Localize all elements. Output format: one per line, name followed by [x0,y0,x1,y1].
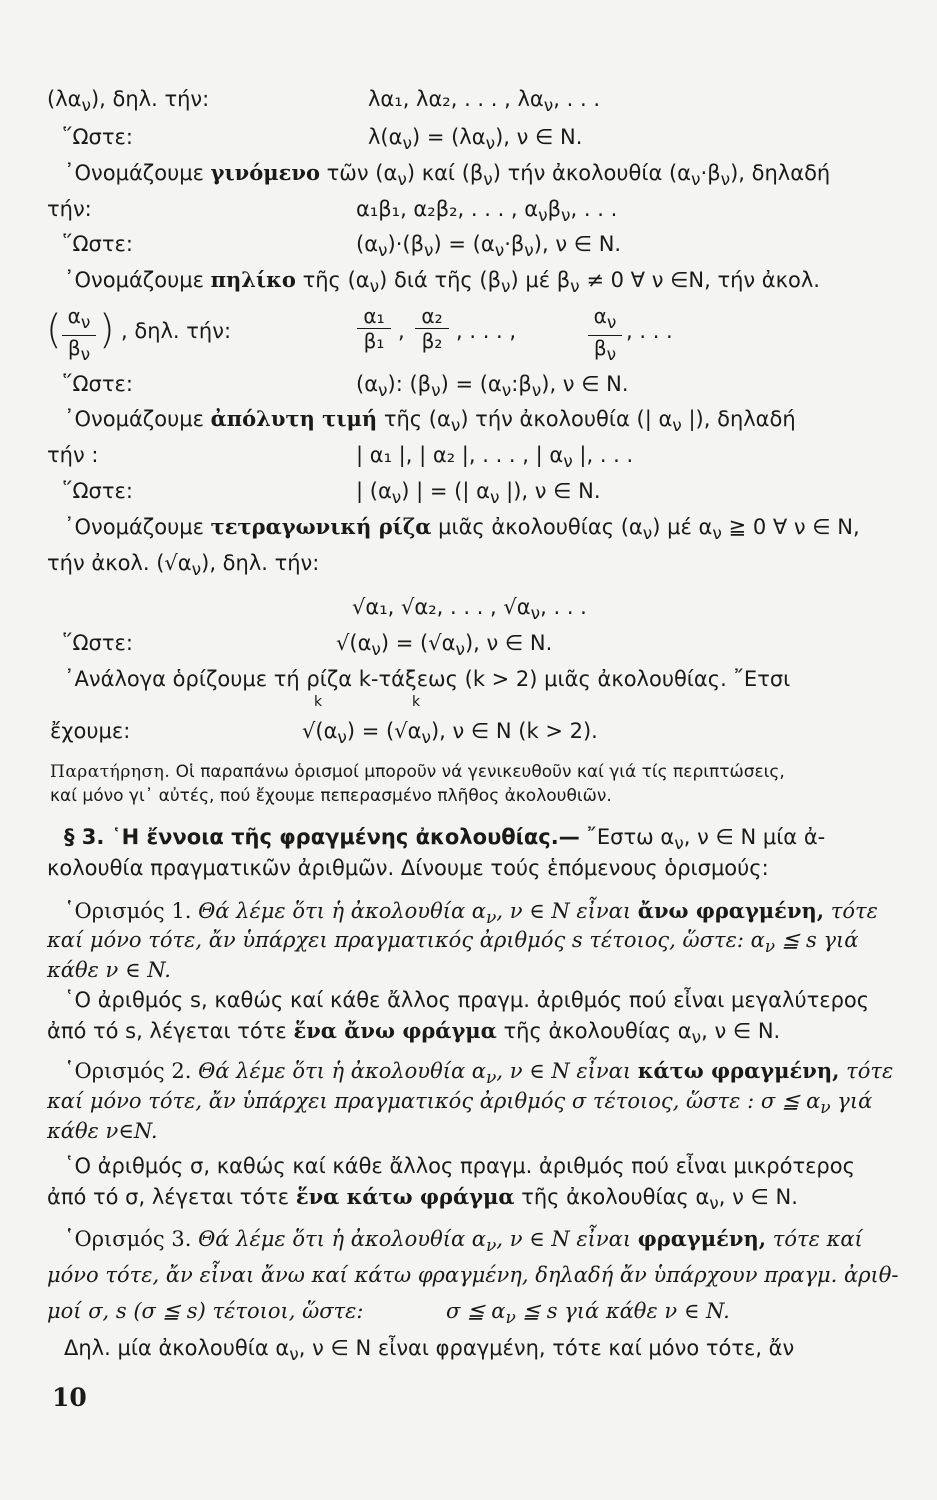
text: , ν ∈ N εἶναι φραγμένη, τότε καί μόνο τότε, ἄν [298,1336,795,1360]
denominator [62,336,96,367]
analogous-definition-line: ᾿Ανάλογα ὁρίζουμε τή ρίζα k-τάξεως (k > 2) μιᾶς ἀκολουθίας. ῎Ετσι [64,667,791,691]
text: ), ν ∈ N (k > 2). [430,719,598,743]
text: (λα [47,87,82,111]
paragraph-lower-bound [47,1184,798,1217]
text: Δηλ. μία ἀκολουθία α [64,1336,290,1360]
subscript: ν [494,241,505,262]
definition-quotient-line [64,267,820,300]
subscript: ν [421,728,431,749]
definition-2-line [64,1058,893,1091]
subscript: ν [505,1308,516,1329]
formula [356,478,601,511]
subscript: ν [191,560,202,581]
text: , ν ∈ N. [701,1019,781,1043]
text: , ν ∈ N εἶναι [496,1059,632,1083]
text: , . . . [553,87,600,111]
section-intro: κολουθία πραγματικῶν ἀριθμῶν. Δίνουμε τούς ἑπόμενους ὁρισμούς: [47,856,769,880]
definition-absolute-value-line [64,406,796,439]
subscript: ν [531,381,542,402]
text: ), ν ∈ N. [541,372,629,396]
numerator [62,304,96,335]
text: ἀπό τό s, λέγεται τότε [47,1019,287,1043]
text: ), ν ∈ N. [495,125,583,149]
subscript: ν [538,206,548,227]
formula [302,718,598,751]
text: β [67,336,81,360]
subscript: ν [424,241,434,262]
term-bold: γινόμενο [210,160,320,185]
paragraph-lower-bound: ῾Ο ἀριθμός σ, καθώς καί κάθε ἄλλος πραγμ. ἀριθμός πού εἶναι μικρότερος [64,1154,855,1178]
subscript: ν [674,834,684,855]
term-bold: ἕνα ἄνω φράγμα [293,1018,497,1043]
formula [336,630,552,663]
text: τῆς ἀκολουθίας α [521,1185,710,1209]
text: , ν ∈ N εἶναι [496,899,632,923]
text: |), ν ∈ N. [499,479,601,503]
hoste-label: ῞Ωστε: [62,372,133,396]
term-bold: τετραγωνική ρίζα [210,514,432,539]
sequence-terms [368,86,600,119]
text: ), δηλ. τήν: [201,551,320,575]
formula [356,231,621,264]
text: ) = (α [440,372,502,396]
text: , . . . , [456,319,517,343]
text: Θά λέμε ὅτι ἡ ἀκολουθία α [198,899,486,923]
definition-2-line: κάθε ν∈N. [47,1119,158,1143]
sequence-terms [352,594,587,627]
text: ) μέ β [510,268,571,292]
page-number: 10 [52,1383,87,1412]
subscript: ν [483,170,493,191]
definition-label: ῾Ορισμός 2. [64,1059,192,1083]
subscript: ν [543,96,554,117]
definition-2-line [47,1088,872,1121]
definition-label: ῾Ορισμός 3. [64,1227,192,1251]
subscript: ν [80,345,91,365]
text: λα₁, λα₂, . . . , λα [368,87,544,111]
tin-label: τήν : [47,443,99,467]
sequence-terms [356,196,617,229]
text: ᾿Ονομάζουμε [64,515,204,539]
text: τήν ἀκολ. (√α [47,551,192,575]
subscript: ν [289,1345,299,1366]
term-bold: φραγμένη, [637,1226,767,1251]
subscript: ν [378,241,388,262]
text: ἀπό τό σ, λέγεται τότε [47,1185,290,1209]
text: | (α [356,479,392,503]
text: τότε [830,899,878,923]
subscript: ν [371,640,381,661]
paragraph-bounded [64,1335,794,1368]
definition-3-line: μόνο τότε, ἄν εἶναι ἄνω καί κάτω φραγμένη, δηλαδή ἄν ὑπάρχουν πραγμ. ἀριθ- [47,1263,899,1287]
subscript: ν [378,381,388,402]
subscript: ν [712,524,722,545]
subscript: ν [606,345,617,365]
text: ) = (α [433,232,495,256]
remark-line [50,759,785,785]
subscript: ν [486,908,497,929]
text: )·(β [387,232,425,256]
fraction-an-bn [588,304,622,367]
text: καί μόνο τότε, ἄν ὑπάρχει πραγματικός ἀριθμός σ τέτοιος, ὥστε : σ ≦ α [47,1089,821,1113]
text: , [398,319,405,343]
text: (α [356,232,379,256]
text: , . . . [540,595,587,619]
section-title: ῾Η ἔννοια τῆς φραγμένης ἀκολουθίας.— [111,825,580,849]
subscript: ν [606,313,617,333]
section-heading [64,824,825,857]
text: Θά λέμε ὅτι ἡ ἀκολουθία α [198,1059,486,1083]
text: τῶν (α [326,161,398,185]
subscript: ν [81,96,91,117]
text: μοί σ, s (σ ≦ s) τέτοιοι, ὥστε: [47,1299,364,1323]
subscript: ν [402,134,412,155]
text: γιά [830,1089,873,1113]
subscript: ν [672,416,682,437]
denominator: β₁ [363,329,385,353]
subscript: ν [570,277,580,298]
text: ), ν ∈ N. [533,232,622,256]
numerator: α₁ [363,304,385,328]
text: √(α [302,719,338,743]
text: τῆς (α [383,407,451,431]
formula [356,371,629,404]
text: ·β [700,161,721,185]
text: |, . . . [572,443,634,467]
text: √(α [336,631,372,655]
definition-3-inequality [446,1298,730,1331]
numerator: α₂ [421,304,443,328]
subscript: ν [397,170,407,191]
remark-label: Παρατήρηση. [50,762,171,782]
text: ᾿Ονομάζουμε [64,268,204,292]
text: ) μέ α [652,515,713,539]
text: τότε καί [772,1227,863,1251]
denominator [588,336,622,367]
subscript: ν [489,488,500,509]
definition-product-line [64,160,830,193]
text: ) διά τῆς (β [379,268,501,292]
text: ) καί (β [406,161,484,185]
section-number: § 3. [64,825,105,849]
definition-scalar-product-line [47,86,209,119]
hoste-label: ῞Ωστε: [62,631,133,655]
hoste-label: ῞Ωστε: [62,232,133,256]
subscript: ν [337,728,347,749]
text: σ ≦ α [446,1299,506,1323]
subscript: ν [485,134,496,155]
text: ) | = (| α [401,479,490,503]
text: ᾿Ονομάζουμε [64,407,204,431]
text: √α₁, √α₂, . . . , √α [352,595,531,619]
subscript: ν [691,170,701,191]
fraction-a1-b1 [357,304,391,353]
text: α₁β₁, α₂β₂, . . . , α [356,197,539,221]
term-bold: πηλίκο [210,267,296,292]
subscript: ν [431,381,441,402]
definition-square-root-line [64,514,860,547]
definition-1-line: κάθε ν ∈ N. [47,958,171,982]
right-paren: ) [99,307,115,353]
left-paren: ( [46,307,62,353]
text: , . . . [626,319,673,343]
subscript: ν [391,488,402,509]
remark-line: καί μόνο γι᾿ αὐτές, πού ἔχουμε πεπερασμένο πλῆθος ἀκολουθιῶν. [50,786,612,806]
subscript: ν [642,524,653,545]
text: , ν ∈ N εἶναι [496,1227,632,1251]
definition-3-line [64,1226,863,1259]
text: β [593,336,607,360]
text: ) = (√α [380,631,456,655]
sequence-terms [356,442,633,475]
text: τῆς ἀκολουθίας α [503,1019,692,1043]
text: ), ν ∈ N. [464,631,553,655]
text: ≧ 0 ∀ ν ∈ N, [721,515,860,539]
subscript: ν [80,313,91,333]
text: ): (β [387,372,432,396]
subscript: ν [709,1194,719,1215]
formula [368,124,582,157]
text: ), δηλαδή [730,161,831,185]
term-bold: ἄνω φραγμένη, [637,898,825,923]
text: α [67,304,81,328]
text: μιᾶς ἀκολουθίας (α [438,515,643,539]
paragraph-upper-bound: ῾Ο ἀριθμός s, καθώς καί κάθε ἄλλος πραγμ. ἀριθμός πού εἶναι μεγαλύτερος [64,988,870,1012]
text: ·β [504,232,525,256]
text: Οἱ παραπάνω ὁρισμοί μποροῦν νά γενικευθοῦν καί γιά τίς περιπτώσεις, [175,762,785,782]
term-bold: ἀπόλυτη τιμή [210,406,378,431]
root-index: k [314,694,323,710]
definition-label: ῾Ορισμός 1. [64,899,192,923]
hoste-label: ῞Ωστε: [62,479,133,503]
root-index: k [412,694,421,710]
text: ) τήν ἀκολουθία (α [492,161,692,185]
text: , ν ∈ N. [718,1185,798,1209]
text: | α₁ |, | α₂ |, . . . , | α [356,443,564,467]
subscript: ν [720,170,731,191]
subscript: ν [369,277,380,298]
subscript: ν [691,1028,702,1049]
subscript: ν [563,452,573,473]
root-sequence-line [47,550,319,583]
text: τότε [846,1059,894,1083]
text: (α [356,372,379,396]
text: ) = (λα [411,125,486,149]
term-bold: κάτω φραγμένη, [637,1058,840,1083]
hoste-label: ῞Ωστε: [62,125,133,149]
text: ), δηλ. τήν: [90,87,210,111]
text: ) τήν ἀκολουθία (| α [460,407,673,431]
text: ῎Εστω α [586,825,675,849]
text: α [593,304,607,328]
exoume-label: ἔχουμε: [50,719,131,743]
subscript: ν [455,640,465,661]
text: λ(α [368,125,403,149]
tin-label: τήν: [47,197,92,221]
fraction-a2-b2 [415,304,449,353]
paragraph-upper-bound [47,1018,780,1051]
text: καί μόνο τότε, ἄν ὑπάρχει πραγματικός ἀριθμός s τέτοιος, ὥστε: α [47,928,765,952]
text: ᾿Ονομάζουμε [64,161,204,185]
subscript: ν [524,241,534,262]
subscript: ν [530,604,541,625]
subscript: ν [450,416,461,437]
denominator: β₂ [421,329,443,353]
text: β [547,197,562,221]
subscript: ν [820,1098,831,1119]
text: Θά λέμε ὅτι ἡ ἀκολουθία α [198,1227,486,1251]
definition-1-line [47,927,858,960]
subscript: ν [501,381,512,402]
text: ≦ s γιά κάθε ν ∈ N. [515,1299,730,1323]
text: ) = (√α [346,719,422,743]
text: ≠ 0 ∀ ν ∈N, τήν ἀκολ. [579,268,820,292]
text: τῆς (α [302,268,370,292]
text: , ν ∈ N μία ἀ- [683,825,826,849]
fraction-an-bn [62,304,96,367]
subscript: ν [486,1068,497,1089]
subscript: ν [486,1236,497,1257]
subscript: ν [501,277,511,298]
term-bold: ἕνα κάτω φράγμα [295,1184,515,1209]
definition-3-line [47,1298,364,1324]
numerator [588,304,622,335]
subscript: ν [764,937,776,958]
text: , δηλ. τήν: [121,319,232,343]
text: ≦ s γιά [775,928,859,952]
text: , . . . [570,197,618,221]
text: :β [511,372,532,396]
text: |), δηλαδή [681,407,796,431]
subscript: ν [561,206,571,227]
